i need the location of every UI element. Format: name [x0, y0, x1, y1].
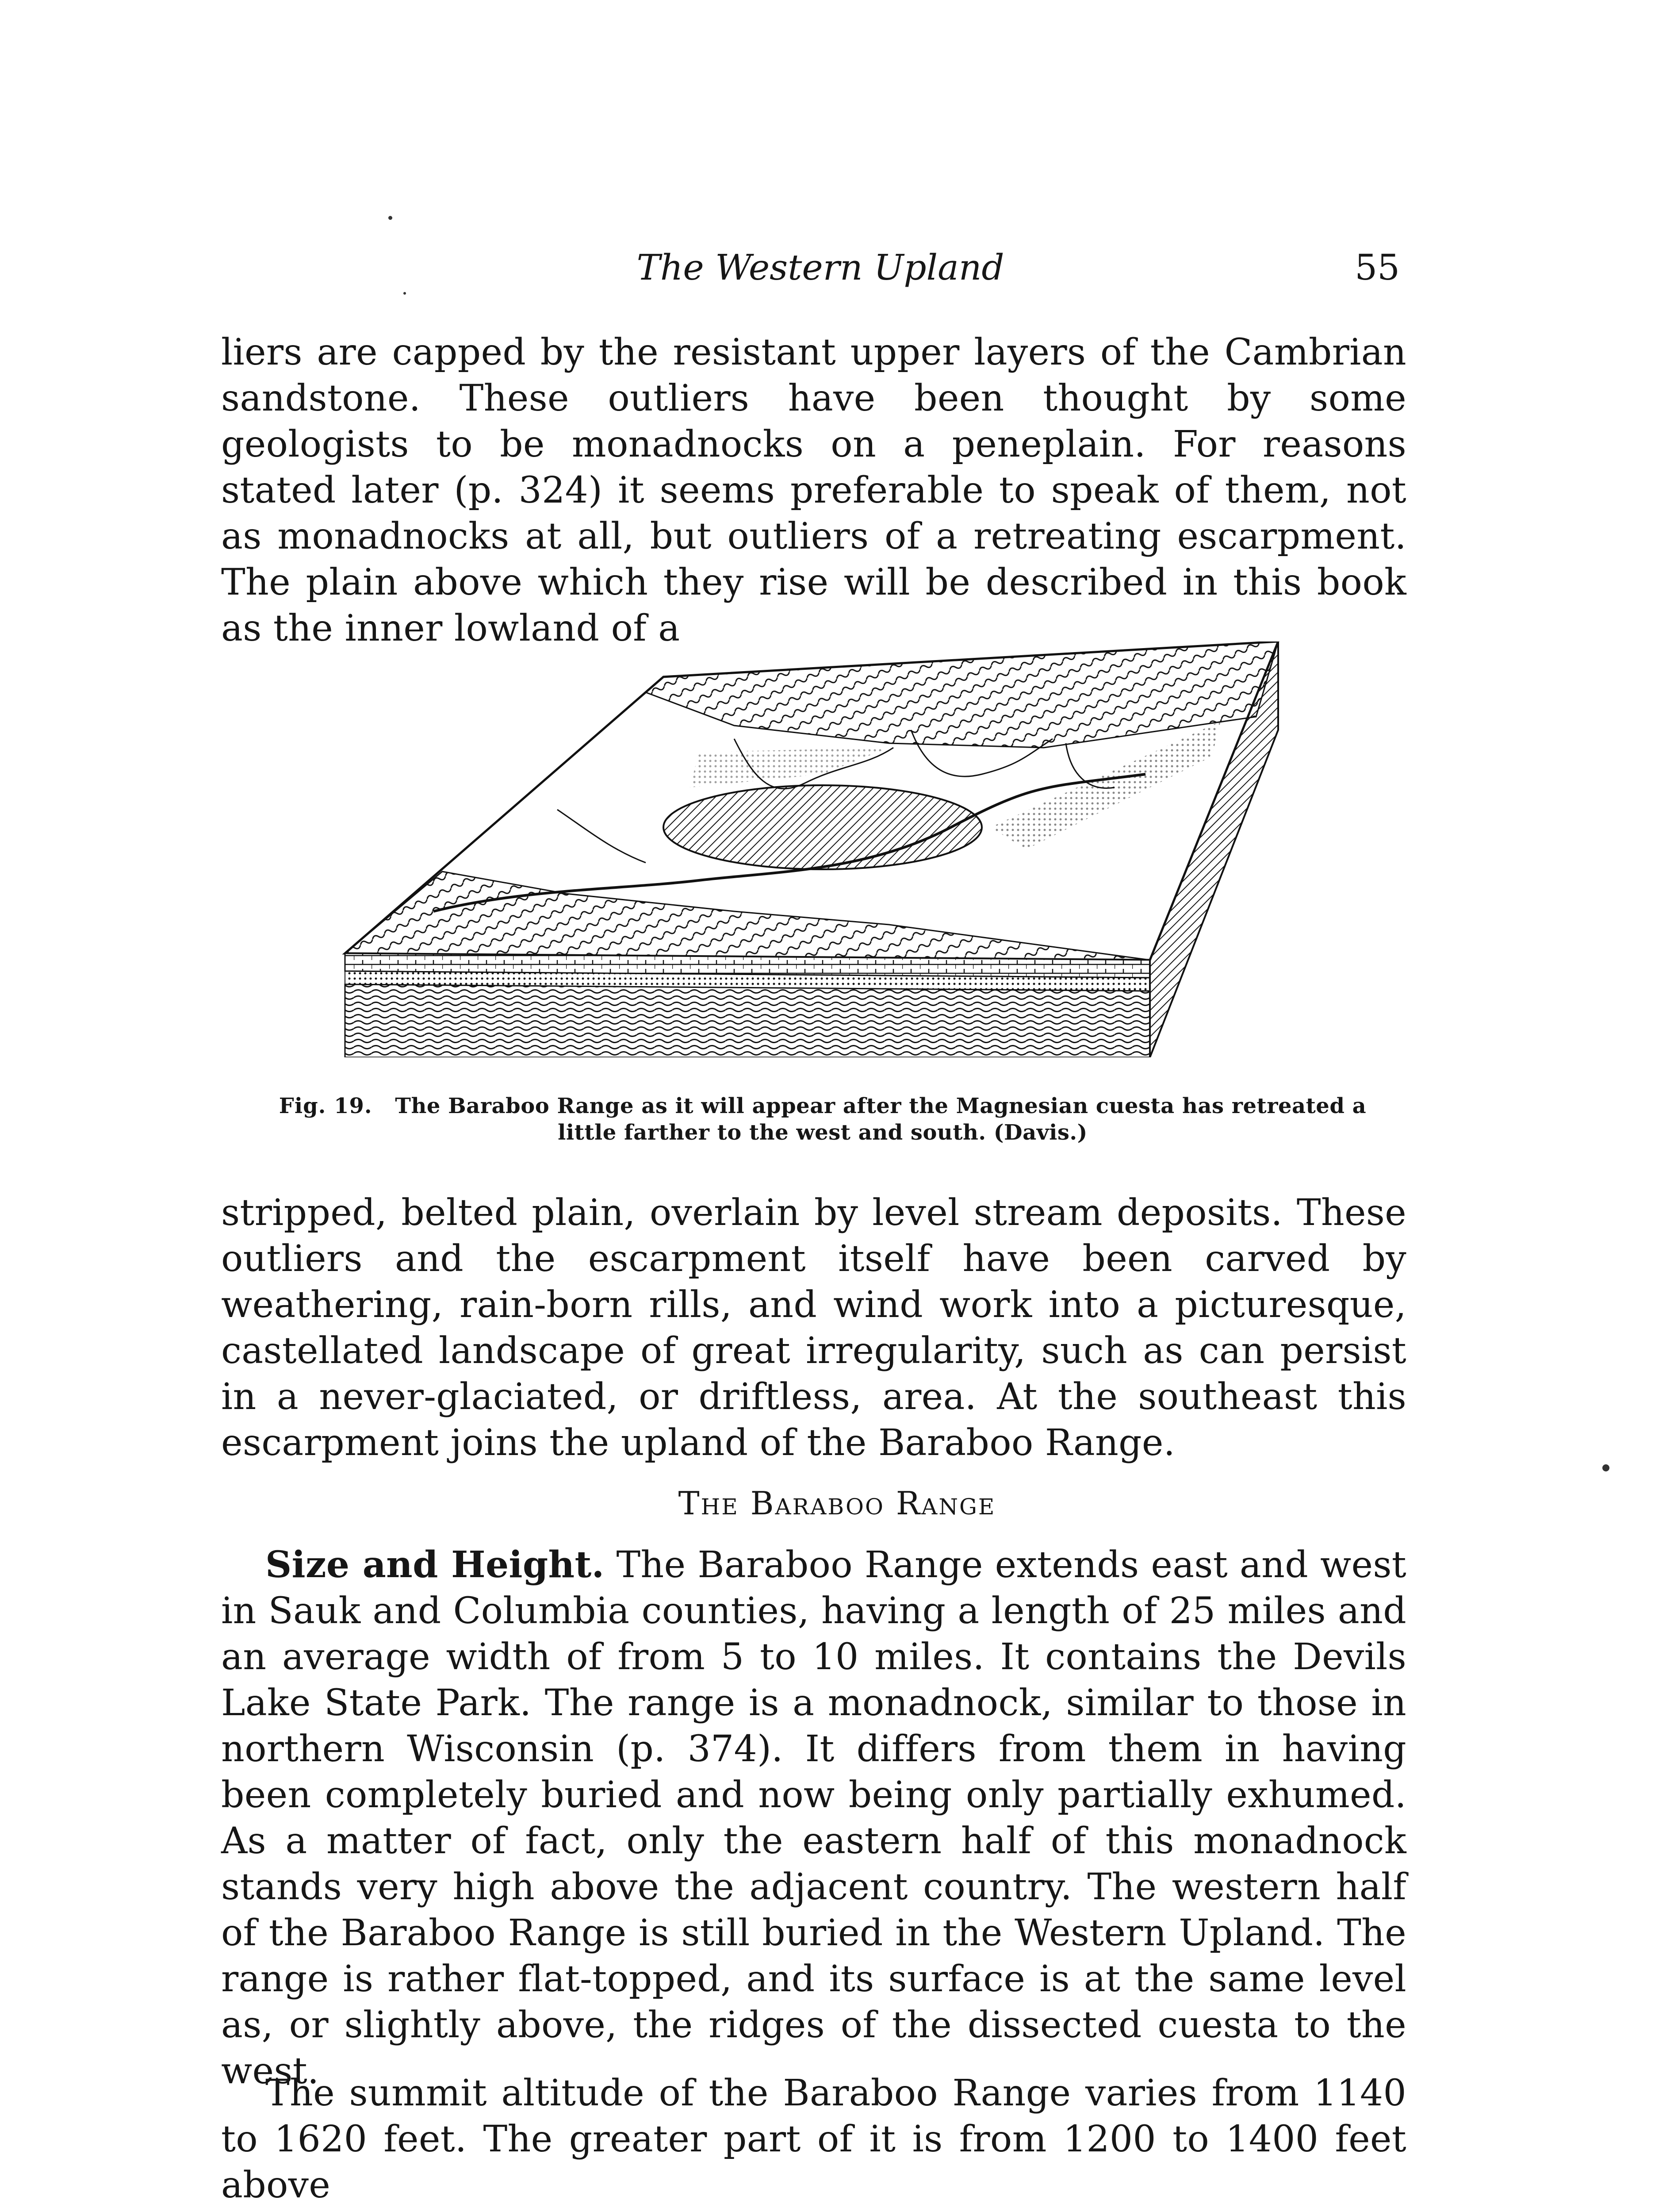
block-diagram-figure: [336, 641, 1291, 1057]
section-heading: The Baraboo Range: [678, 1485, 996, 1522]
running-head: [0, 241, 1674, 294]
running-title: The Western Upland: [636, 247, 1004, 288]
body-paragraph: liers are capped by the resistant upper layers of the Cambrian sandstone. These outliers have been thought by some geologists to be monadnocks on a peneplain. For reasons stated later (p. 324) it seems preferable to speak of them, not as monadnocks at all, but outliers of a retreating escarpment. The plain above which they rise will be described in this book as the inner lowland of a: [221, 331, 1406, 649]
print-speck: [388, 216, 392, 220]
paragraph-text: The Baraboo Range extends east and west in Sauk and Columbia counties, having a length of 25 miles and an average width of from 5 to 10 miles. It contains the Devils Lake State Park. The range is a monadnock, similar to those in northern Wisconsin (p. 374). It differs from them in having been completely buried and now being only partially exhumed. As a matter of fact, only the eastern half of this monadnock stands very high above the adjacent country. The western half of the Baraboo Range is still buried in the Western Upland. The range is rather flat-topped, and its surface is at the same level as, or slightly above, the ridges of the dissected cuesta to the west.: [221, 1544, 1406, 2092]
page-number: 55: [1355, 247, 1400, 288]
body-paragraph: stripped, belted plain, overlain by level stream deposits. These outliers and the escarpment itself have been carved by weathering, rain-born rills, and wind work into a picturesque, castellated landscape of great irregularity, such as can persist in a never-glaciated, or driftless, area. At the southeast this escarpment joins the upland of the Baraboo Range.: [221, 1192, 1406, 1464]
block-diagram-illustration: [336, 641, 1291, 1057]
body-paragraph: [221, 1542, 1406, 2094]
figure-label: Fig. 19.: [279, 1094, 372, 1118]
print-speck: [1602, 1464, 1609, 1471]
run-in-heading: Size and Height.: [265, 1544, 605, 1586]
figure-caption-text: The Baraboo Range as it will appear after the Magnesian cuesta has retreated a little farther to the west and south. (Davis.): [395, 1094, 1367, 1145]
body-paragraph: The summit altitude of the Baraboo Range varies from 1140 to 1620 feet. The greater part of it is from 1200 to 1400 feet above: [221, 2072, 1406, 2206]
figure-caption: [248, 1093, 1398, 1146]
